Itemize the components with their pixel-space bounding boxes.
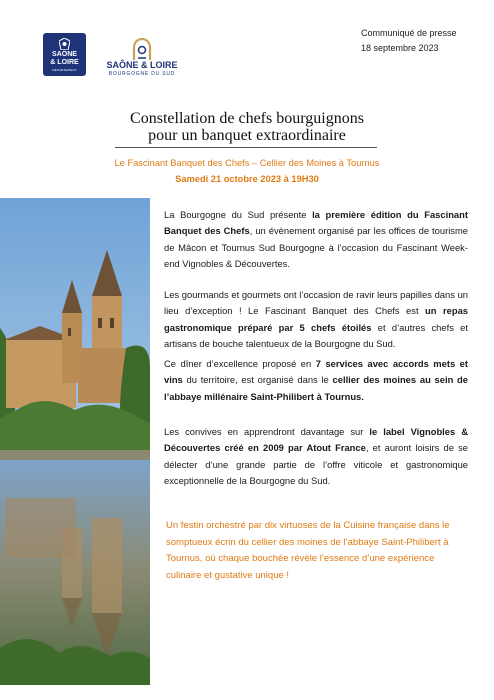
saone-loire-department-logo xyxy=(43,33,86,76)
event-name: Le Fascinant Banquet des Chefs – Cellier des Moines à Tournus xyxy=(114,158,380,168)
document-title xyxy=(100,110,394,144)
text-run: , et auront loisirs de se délecter d’une grande partie de l’offre viticole et gastronomique exceptionnelle de la Bourgogne du Sud. xyxy=(164,442,468,486)
abbey-photo xyxy=(0,198,150,685)
crest-icon xyxy=(59,38,70,50)
logo-tagline: BOURGOGNE DU SUD xyxy=(108,71,176,77)
bold-run: un repas gastronomique préparé par 5 chefs étoilés xyxy=(164,305,468,333)
press-label: Communiqué de presse xyxy=(361,28,457,38)
text-run: du territoire, est organisé dans le xyxy=(182,374,333,386)
paragraph-dinner xyxy=(164,356,468,405)
press-info xyxy=(361,26,457,56)
bold-run: 7 services avec accords mets et vins xyxy=(164,358,468,386)
event-date: Samedi 21 octobre 2023 à 19H30 xyxy=(175,174,319,184)
title-line-2: pour un banquet extraordinaire xyxy=(148,127,346,144)
bourgogne-du-sud-logo xyxy=(100,38,184,78)
title-divider xyxy=(115,147,377,148)
bold-run: cellier des moines au sein de l’abbaye millénaire Saint-Philibert à Tournus. xyxy=(164,374,468,402)
text-run: La Bourgogne du Sud présente xyxy=(164,209,313,220)
arch-emblem-icon xyxy=(132,38,152,60)
logo-line-3: DÉPARTEMENT xyxy=(52,68,77,72)
highlight-quote: Un festin orchestré par dix virtuoses de la Cuisine française dans le somptueux écrin du cellier des moines de l’abbaye Saint-Philibert à Tournus, où chaque bouchée révèle l’essence d’une expérience culinaire et gustative unique ! xyxy=(166,520,450,581)
logo-line-1: SAÔNE xyxy=(52,51,77,58)
text-run: Les gourmands et gourmets ont l’occasion de ravir leurs papilles dans un lieu d’exception ! Le Fascinant Banquet des Chefs est xyxy=(164,289,468,317)
paragraph-gourmets xyxy=(164,287,468,352)
logo-name: SAÔNE & LOIRE xyxy=(106,60,178,70)
bold-run: la première édition du Fascinant Banquet des Chefs xyxy=(164,209,468,237)
paragraph-intro xyxy=(164,207,468,272)
bold-run: le label Vignobles & Découvertes créé en 2009 par Atout France xyxy=(164,426,468,454)
text-run: Les convives en apprendront davantage sur xyxy=(164,426,370,437)
text-run: Ce dîner d’excellence proposé en xyxy=(164,358,316,369)
paragraph-label xyxy=(164,424,468,489)
press-date: 18 septembre 2023 xyxy=(361,43,439,53)
event-subtitle xyxy=(100,155,394,187)
text-run: et d’autres chefs et artisans de bouche talentueux de la Bourgogne du Sud. xyxy=(164,321,468,349)
text-run: , un évènement organisé par les offices de tourisme de Mâcon et Tournus Sud Bourgogne à l’occasion du Fascinant Week-end Vignobles & Découvertes. xyxy=(164,225,468,269)
logo-line-2: & LOIRE xyxy=(50,59,79,66)
title-line-1: Constellation de chefs bourguignons xyxy=(130,110,364,127)
